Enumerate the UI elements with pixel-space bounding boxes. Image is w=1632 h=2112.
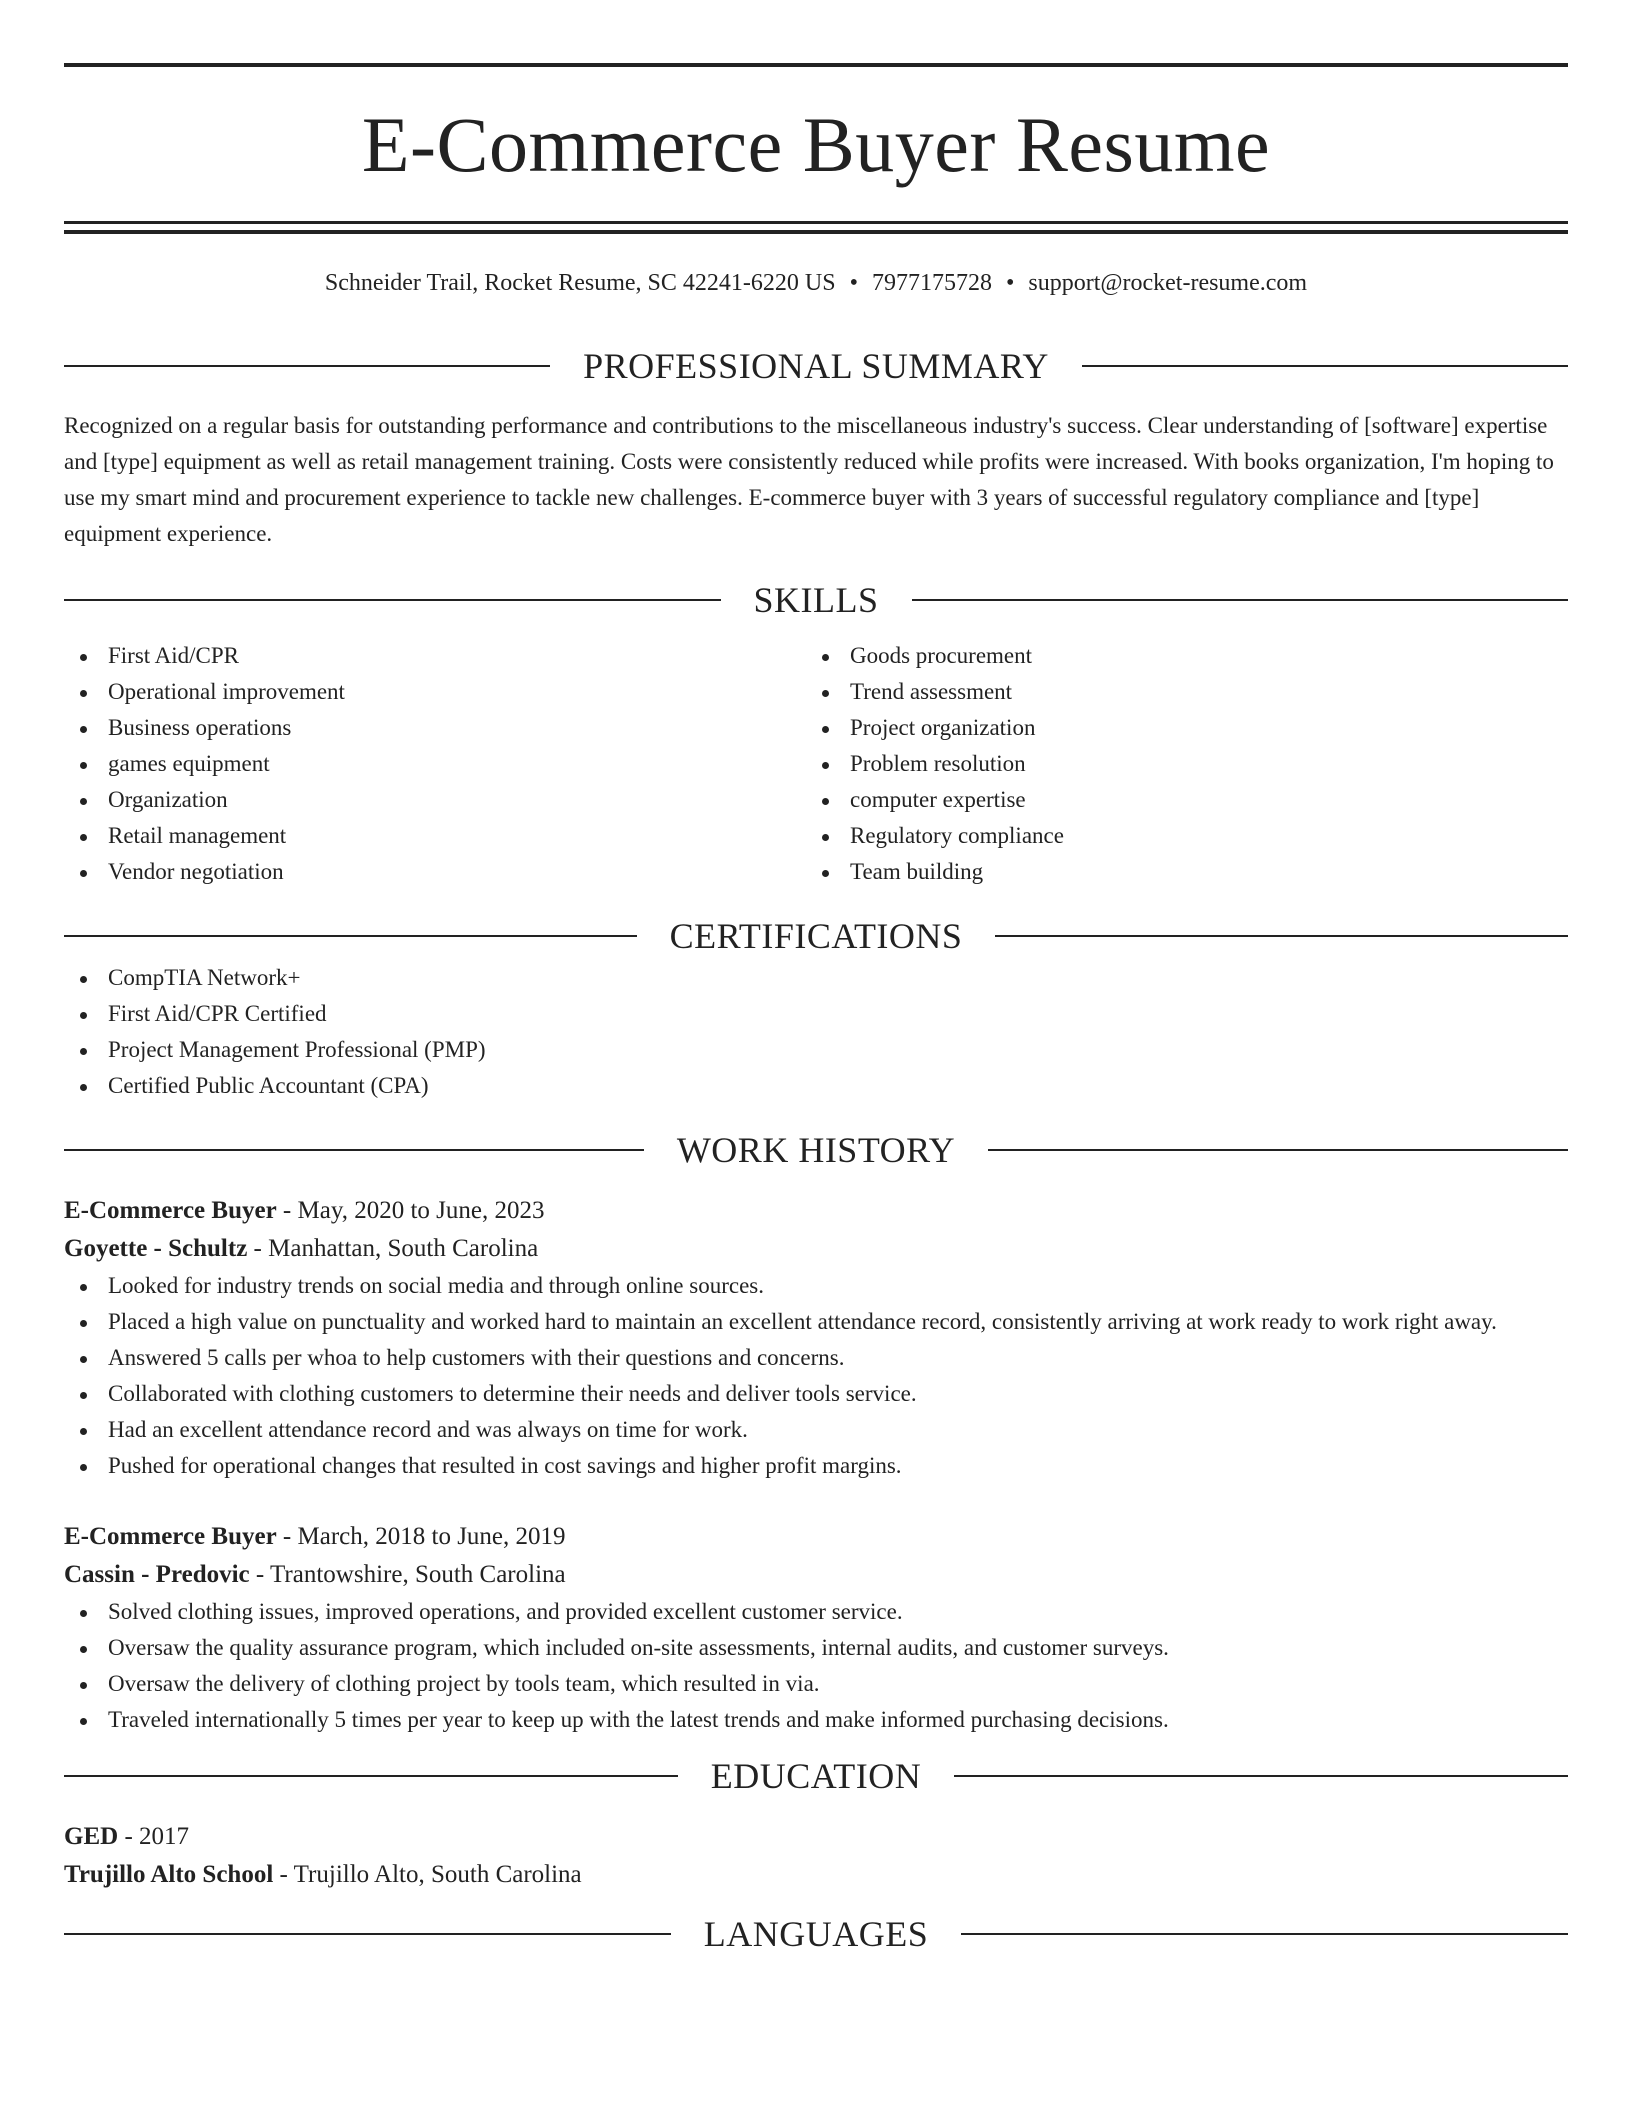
certification-item: CompTIA Network+ — [64, 960, 1568, 996]
skill-item: Team building — [806, 854, 1548, 890]
skill-item: Trend assessment — [806, 674, 1548, 710]
job-location: - Trantowshire, South Carolina — [249, 1561, 566, 1588]
job-bullet: Traveled internationally 5 times per year to keep up with the latest trends and make informed purchasing decisions. — [64, 1702, 1568, 1738]
job-bullet: Answered 5 calls per whoa to help customers with their questions and concerns. — [64, 1340, 1568, 1376]
skill-item: Regulatory compliance — [806, 818, 1548, 854]
certification-item: First Aid/CPR Certified — [64, 996, 1568, 1032]
resume-title: E-Commerce Buyer Resume — [361, 101, 1271, 188]
section-title: SKILLS — [753, 580, 879, 620]
job-bullet: Oversaw the delivery of clothing project by tools team, which resulted in via. — [64, 1666, 1568, 1702]
skills-column-right — [806, 638, 1548, 890]
skill-item: computer expertise — [806, 782, 1548, 818]
job-company: Goyette - Schultz — [64, 1235, 248, 1262]
job-bullet: Had an excellent attendance record and was always on time for work. — [64, 1412, 1568, 1448]
job-company-line — [64, 1230, 1568, 1268]
skill-item: Retail management — [64, 818, 806, 854]
section-header-summary — [64, 342, 1568, 390]
contact-separator: • — [849, 270, 858, 296]
summary-text: Recognized on a regular basis for outstanding performance and contributions to the miscellaneous industry's success. Clear understanding of [software] expertise and [type] equipment as well as retail management training. Costs were consistently reduced while profits were increased. With books organization, I'm hoping to use my smart mind and procurement experience to tackle new challenges. E-commerce buyer with 3 years of successful regulatory compliance and [type] equipment experience. — [64, 413, 1554, 546]
certification-item: Project Management Professional (PMP) — [64, 1032, 1568, 1068]
section-rule — [1082, 365, 1568, 367]
job-title-line — [64, 1192, 1568, 1230]
section-rule — [64, 935, 637, 937]
section-header-work-history — [64, 1126, 1568, 1174]
skill-item: games equipment — [64, 746, 806, 782]
section-title: LANGUAGES — [703, 1914, 929, 1954]
job-bullet: Oversaw the quality assurance program, which included on-site assessments, internal audits, and customer surveys. — [64, 1630, 1568, 1666]
title-rule-upper — [64, 221, 1568, 224]
contact-separator: • — [1005, 270, 1015, 296]
job-title: E-Commerce Buyer — [64, 1197, 277, 1224]
section-rule — [961, 1933, 1568, 1935]
contact-line — [64, 268, 1568, 298]
skill-item: First Aid/CPR — [64, 638, 806, 674]
section-title: WORK HISTORY — [676, 1130, 956, 1170]
job-dates: - March, 2018 to June, 2019 — [276, 1523, 566, 1550]
section-rule — [954, 1775, 1568, 1777]
job-company-line — [64, 1556, 1568, 1594]
job-entry — [64, 1192, 1568, 1484]
contact-phone: 7977175728 — [871, 270, 992, 296]
contact-address: Schneider Trail, Rocket Resume, SC 42241-6220 US — [324, 270, 836, 296]
job-dates: - May, 2020 to June, 2023 — [276, 1197, 545, 1224]
section-rule — [988, 1149, 1568, 1151]
job-title: E-Commerce Buyer — [64, 1523, 277, 1550]
resume-page — [64, 0, 1568, 1958]
skill-item: Project organization — [806, 710, 1548, 746]
education-year: - 2017 — [118, 1823, 190, 1850]
certification-item: Certified Public Accountant (CPA) — [64, 1068, 1568, 1104]
section-rule — [64, 1775, 678, 1777]
job-entry — [64, 1518, 1568, 1738]
section-title: PROFESSIONAL SUMMARY — [583, 346, 1049, 386]
section-header-education — [64, 1752, 1568, 1800]
certifications-list — [64, 960, 1568, 1104]
education-school: Trujillo Alto School — [64, 1861, 274, 1888]
education-degree-line — [64, 1818, 1568, 1856]
contact-email: support@rocket-resume.com — [1028, 270, 1308, 296]
education-school-line — [64, 1856, 1568, 1894]
job-bullet: Solved clothing issues, improved operations, and provided excellent customer service. — [64, 1594, 1568, 1630]
job-company: Cassin - Predovic — [64, 1561, 250, 1588]
skills-column-left — [64, 638, 806, 890]
section-rule — [64, 599, 721, 601]
job-bullet: Pushed for operational changes that resulted in cost savings and higher profit margins. — [64, 1448, 1568, 1484]
job-title-line — [64, 1518, 1568, 1556]
section-rule — [912, 599, 1569, 601]
education-degree: GED — [64, 1823, 119, 1850]
skill-item: Organization — [64, 782, 806, 818]
skill-item: Goods procurement — [806, 638, 1548, 674]
job-bullet: Looked for industry trends on social media and through online sources. — [64, 1268, 1568, 1304]
title-rule-lower — [64, 230, 1568, 234]
section-title: EDUCATION — [710, 1756, 922, 1796]
section-rule — [995, 935, 1568, 937]
job-bullets — [64, 1268, 1568, 1484]
skills-list — [64, 638, 1568, 890]
section-header-languages — [64, 1910, 1568, 1958]
section-rule — [64, 365, 550, 367]
education-entry — [64, 1818, 1568, 1894]
top-rule — [64, 63, 1568, 67]
section-title: CERTIFICATIONS — [669, 916, 963, 956]
skill-item: Problem resolution — [806, 746, 1548, 782]
section-header-certifications — [64, 912, 1568, 960]
job-bullet: Placed a high value on punctuality and worked hard to maintain an excellent attendance record, consistently arriving at work ready to work right away. — [64, 1304, 1568, 1340]
section-header-skills — [64, 576, 1568, 624]
section-rule — [64, 1933, 671, 1935]
skill-item: Operational improvement — [64, 674, 806, 710]
skill-item: Business operations — [64, 710, 806, 746]
skill-item: Vendor negotiation — [64, 854, 806, 890]
section-rule — [64, 1149, 644, 1151]
education-location: - Trujillo Alto, South Carolina — [273, 1861, 582, 1888]
job-bullets — [64, 1594, 1568, 1738]
job-location: - Manhattan, South Carolina — [247, 1235, 539, 1262]
job-bullet: Collaborated with clothing customers to determine their needs and deliver tools service. — [64, 1376, 1568, 1412]
